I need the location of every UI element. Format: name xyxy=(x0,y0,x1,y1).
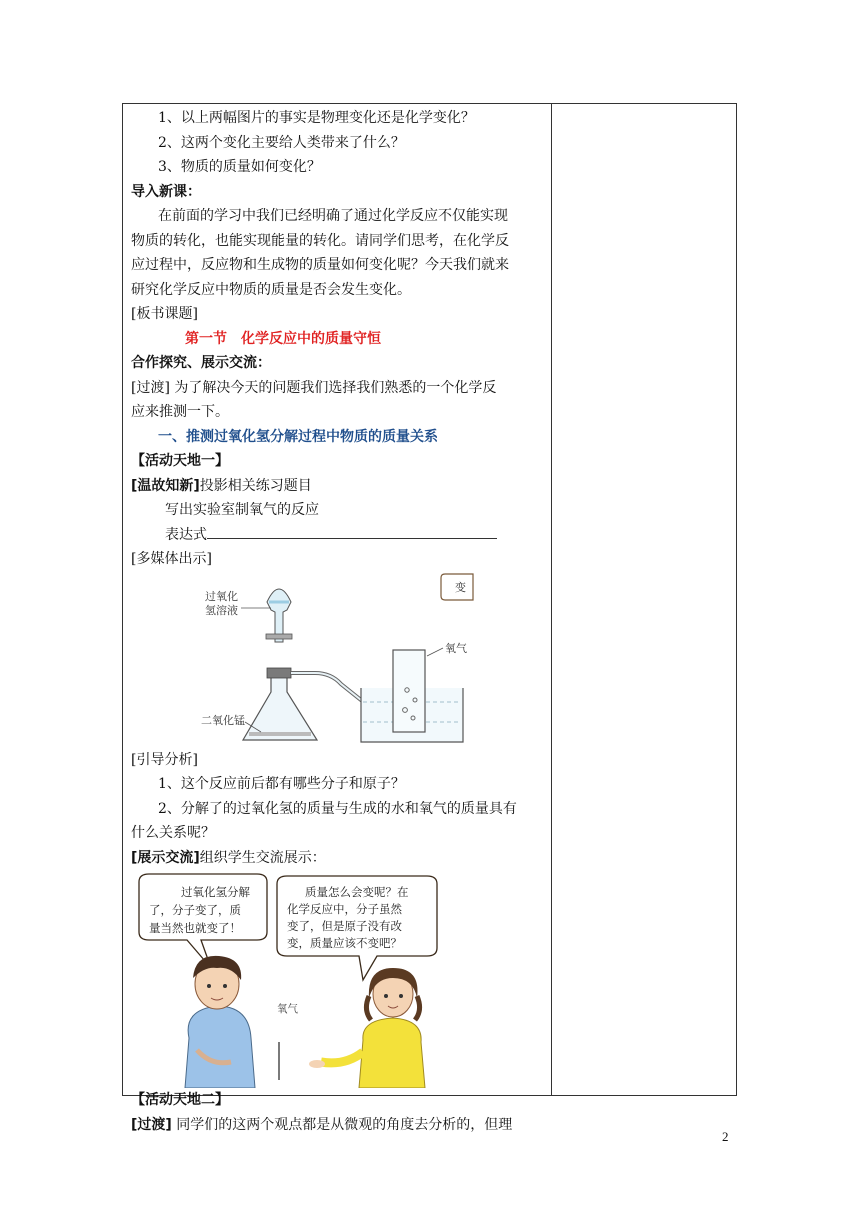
question-2: 2、这两个变化主要给人类带来了什么？ xyxy=(158,134,405,151)
board-heading: [板书课题] xyxy=(131,306,198,322)
guide-line-2: 2、分解了的过氧化氢的质量与生成的水和氧气的质量具有 xyxy=(158,800,517,817)
stopper xyxy=(267,668,291,678)
page-number: 2 xyxy=(722,1129,729,1144)
boy-bubble-line-2: 了，分子变了，质 xyxy=(149,903,241,917)
intro-line-2: 物质的转化，也能实现能量的转化。请同学们思考，在化学反 xyxy=(131,232,509,249)
lesson-table xyxy=(122,103,737,1133)
question-1: 1、以上两幅图片的事实是物理变化还是化学变化？ xyxy=(158,110,475,126)
answer-blank xyxy=(207,523,497,539)
review-line: [温故知新]投影相关练习题目 xyxy=(131,477,312,494)
show-line: [展示交流]组织学生交流展示： xyxy=(131,849,326,866)
show-label: [展示交流] xyxy=(131,849,200,866)
boy-bubble-line-3: 量当然也就变了！ xyxy=(149,921,241,935)
guide-line-1: 1、这个反应前后都有哪些分子和原子？ xyxy=(158,776,405,792)
review-line-3: 表达式 xyxy=(131,523,545,548)
boy-illustration xyxy=(185,956,255,1088)
column-divider xyxy=(551,104,552,1095)
guide-heading: [引导分析] xyxy=(131,751,198,768)
transition-label: [过渡] xyxy=(131,379,170,396)
label-mno2: 二氧化锰 xyxy=(201,713,245,727)
girl-illustration xyxy=(309,968,425,1088)
label-oxygen: 氧气 xyxy=(445,641,467,655)
label-h2o2-2: 氢溶液 xyxy=(205,603,238,617)
stopcock xyxy=(266,634,292,639)
section-title: 第一节 化学反应中的质量守恒 xyxy=(185,330,381,347)
girl-bubble-line-4: 变，质量应该不变吧？ xyxy=(287,936,402,950)
student-discussion-figure xyxy=(131,870,545,1088)
activity-2-heading: 【活动天地二】 xyxy=(131,1092,229,1108)
label-h2o2-1: 过氧化 xyxy=(205,589,238,603)
subtitle: 一、推测过氧化氢分解过程中物质的质量关系 xyxy=(158,428,438,445)
corner-label: 变 xyxy=(455,580,466,594)
conical-flask xyxy=(243,676,317,740)
transition-2-label: [过渡] xyxy=(131,1116,172,1133)
review-label: [温故知新] xyxy=(131,477,200,494)
stray-oxygen-label: 氧气 xyxy=(277,1003,298,1015)
multimedia-heading: [多媒体出示] xyxy=(131,551,212,567)
intro-line-4: 研究化学反应中物质的质量是否会发生变化。 xyxy=(131,281,411,298)
lesson-content-cell xyxy=(131,104,545,1137)
activity-1-heading: 【活动天地一】 xyxy=(131,453,229,469)
intro-line-3: 应过程中，反应物和生成物的质量如何变化呢？今天我们就来 xyxy=(131,257,509,273)
oxygen-apparatus-figure xyxy=(131,572,545,744)
question-3: 3、物质的质量如何变化？ xyxy=(158,159,321,175)
transition-1: [过渡] 为了解决今天的问题我们选择我们熟悉的一个化学反 xyxy=(131,379,497,396)
transition-1-cont: 应来推测一下。 xyxy=(131,404,229,420)
girl-bubble-line-3: 变了，但是原子没有改 xyxy=(287,919,402,933)
boy-bubble-line-1: 过氧化氢分解 xyxy=(181,885,250,899)
intro-line-1: 在前面的学习中我们已经明确了通过化学反应不仅能实现 xyxy=(158,208,508,224)
girl-bubble-line-2: 化学反应中，分子虽然 xyxy=(287,902,402,916)
explore-heading: 合作探究、展示交流： xyxy=(131,355,271,371)
intro-heading: 导入新课： xyxy=(131,183,201,200)
review-line-2: 写出实验室制氧气的反应 xyxy=(165,502,319,518)
girl-bubble-line-1: 质量怎么会变呢？在 xyxy=(305,885,409,899)
guide-line-3: 什么关系呢？ xyxy=(131,825,215,841)
transition-2: [过渡] 同学们的这两个观点都是从微观的角度去分析的，但理 xyxy=(131,1116,513,1133)
